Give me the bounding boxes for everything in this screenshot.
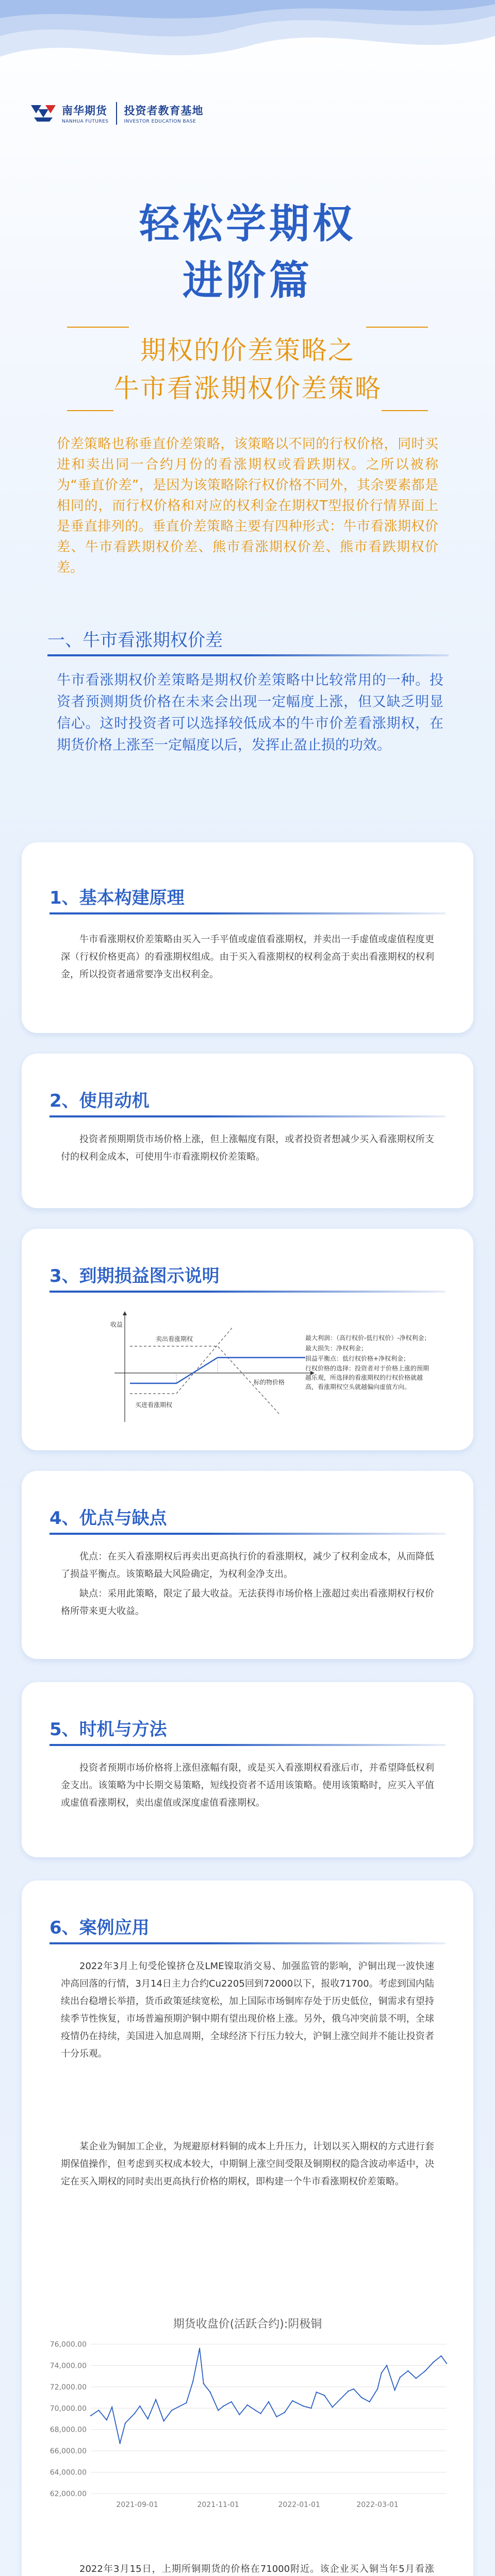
- chart-x-tick-label: 2021-11-01: [197, 2501, 239, 2509]
- chart-data-point: [199, 2348, 200, 2349]
- card-title-underline: [50, 1115, 446, 1117]
- chart-data-point: [276, 2416, 277, 2417]
- subtitle-line-bottom-left: [67, 410, 113, 411]
- chart-y-tick-label: 76,000.00: [50, 2341, 87, 2349]
- chart-data-point: [111, 2406, 112, 2408]
- card-title: 6、案例应用: [50, 1918, 150, 1938]
- card-title-underline: [50, 912, 446, 914]
- chart-data-point: [316, 2392, 317, 2393]
- chart-data-point: [446, 2363, 447, 2364]
- strike-choice-note: 行权价格的选择：投资者对于价格上涨的预期越乐观，所选择的看涨期权的行权价格就越高，看涨期权空头就越偏向虚值方向。: [305, 1365, 430, 1391]
- logo-name-cn: 南华期货: [62, 105, 107, 117]
- card-payoff-diagram: [22, 1229, 473, 1450]
- chart-data-point: [163, 2420, 164, 2421]
- chart-data-point: [231, 2401, 232, 2402]
- edu-base-name-en: INVESTOR EDUCATION BASE: [124, 119, 196, 124]
- logo-name-en: NANHUA FUTURES: [62, 119, 109, 124]
- chart-data-point: [369, 2401, 370, 2402]
- card-title: 2、使用动机: [50, 1091, 150, 1111]
- chart-data-point: [203, 2383, 204, 2384]
- chart-data-point: [394, 2389, 395, 2391]
- main-title-line1: 轻松学期权: [139, 201, 356, 247]
- chart-gridlines: [91, 2344, 447, 2494]
- max-profit-text: 最大利润：（高行权价-低行权价）-净权利金；: [305, 1334, 431, 1342]
- case-paragraph-2: 某企业为铜加工企业，为规避原材料铜的成本上升压力，计划以买入期权的方式进行套期保值操作，但考虑到买权成本较大，中期铜上涨空间受限及铜期权的隐含波动率适中，决定在买入期权的同时卖出更高执行价格的期权，即构建一个牛市看涨期权价差策略。: [61, 2141, 434, 2187]
- strike-choice-note-wrap: [305, 1364, 434, 1395]
- chart-data-point: [353, 2388, 354, 2389]
- subtitle-line-bottom-right: [382, 410, 428, 411]
- chart-data-point: [303, 2405, 304, 2406]
- chart-data-point: [332, 2406, 333, 2408]
- chart-y-tick-labels: [50, 2341, 87, 2498]
- chart-data-point: [433, 2362, 434, 2363]
- case-paragraph-1: 2022年3月上旬受伦镍挤仓及LME镍取消交易、加强监管的影响，沪铜出现一波快速冲高回落的行情，3月14日主力合约Cu2205回到72000以下，报收71700。考虑到国内陆续出台稳增长举措，货币政策延续宽松，加上国际市场铜库存处于历史低位，铜需求有望持续季节性恢复，市场普遍预期沪铜中期有望出现价格上涨。另外，俄乌冲突前景不明，全球疫情仍在持续，美国进入加息周期，全球经济下行压力较大，沪铜上涨空间并不能让投资者十分乐观。: [61, 1961, 434, 2059]
- chart-data-point: [348, 2391, 349, 2392]
- card-text: 投资者预期期货市场价格上涨，但上涨幅度有限，或者投资者想减少买入看涨期权所支付的权利金成本，可使用牛市看涨期权价差策略。: [61, 1134, 434, 1162]
- chart-x-tick-label: 2022-03-01: [356, 2501, 399, 2509]
- chart-y-tick-label: 74,000.00: [50, 2362, 87, 2370]
- chart-data-point: [119, 2443, 120, 2444]
- chart-y-tick-label: 62,000.00: [50, 2490, 87, 2498]
- pros-text: 优点：在买入看涨期权后再卖出更高执行价的看涨期权，减少了权利金成本，从而降低了损益平衡点。该策略最大风险确定，为权利金净支出。: [61, 1551, 434, 1580]
- breakeven-text: 损益平衡点：低行权价格+净权利金；: [305, 1355, 410, 1362]
- chart-data-point: [284, 2412, 285, 2413]
- card-title-underline: [50, 1942, 446, 1944]
- y-axis-label: 收益: [110, 1321, 123, 1328]
- max-loss-text: 最大损失：净权利金；: [305, 1345, 368, 1352]
- card-title-underline: [50, 1533, 446, 1535]
- cons-text: 缺点：采用此策略，限定了最大收益。无法获得市场价格上涨超过卖出看涨期权行权价格所带来更大收益。: [61, 1588, 434, 1617]
- chart-data-point: [386, 2365, 387, 2366]
- chart-y-tick-label: 66,000.00: [50, 2447, 87, 2456]
- chart-y-tick-label: 70,000.00: [50, 2404, 87, 2413]
- chart-data-point: [90, 2415, 91, 2416]
- section-heading-underline: [47, 654, 449, 656]
- edu-base-name-cn: 投资者教育基地: [124, 105, 204, 117]
- chart-data-point: [125, 2422, 126, 2424]
- chart-data-point: [292, 2400, 293, 2401]
- chart-y-tick-label: 64,000.00: [50, 2468, 87, 2477]
- chart-data-point: [407, 2370, 408, 2371]
- logo-divider: [116, 102, 117, 125]
- chart-data-point: [134, 2413, 135, 2414]
- subtitle-line2: 牛市看涨期权价差策略: [113, 374, 382, 403]
- chart-data-point: [239, 2414, 240, 2415]
- chart-data-point: [98, 2410, 99, 2411]
- case-paragraph-3: 2022年3月15日，上期所铜期货的价格在71000附近。该企业买入铜当年5月看涨: [79, 2564, 434, 2574]
- header-wave-decoration: [0, 0, 495, 113]
- chart-series-line: [91, 2348, 447, 2443]
- brand-logo: [29, 101, 204, 126]
- section-paragraph: 牛市看涨期权价差策略是期权价差策略中比较常用的一种。投资者预测期货价格在未来会出现一定幅度上涨，但又缺乏明显信心。这时投资者可以选择较低成本的牛市价差看涨期权，在期货价格上涨至一定幅度以后，发挥止盈止损的功效。: [57, 672, 443, 753]
- card-timing-method: [22, 1682, 473, 1857]
- buy-call-label: 买进看涨期权: [135, 1401, 173, 1409]
- card-title-underline: [50, 1291, 446, 1293]
- subtitle-block: [67, 327, 428, 411]
- card-title: 4、优点与缺点: [50, 1508, 167, 1529]
- intro-paragraph: 价差策略也称垂直价差策略，该策略以不同的行权价格，同时买进和卖出同一合约月份的看涨期权或看跌期权。之所以被称为“垂直价差”，是因为该策略除行权价格不同外，其余要素都是相同的，而行权价格和对应的权利金在期权T型报价行情界面上是垂直排列的。垂直价差策略主要有四种形式：牛市看涨期权价差、牛市看跌期权价差、熊市看涨期权价差、熊市看跌期权价差。: [57, 436, 438, 575]
- chart-data-point: [155, 2399, 156, 2400]
- chart-title: 期货收盘价(活跃合约):阴极铜: [173, 2318, 322, 2331]
- chart-data-point: [171, 2410, 172, 2411]
- section-heading: 一、牛市看涨期权价差: [47, 630, 223, 651]
- chart-x-tick-labels: [116, 2501, 398, 2509]
- card-text: 牛市看涨期权价差策略由买入一手平值或虚值看涨期权，并卖出一手虚值或虚值程度更深（行权价格更高）的看涨期权组成。由于买入看涨期权的权利金高于卖出看涨期权的权利金，所以投资者通常要净支出权利金。: [61, 934, 434, 980]
- chart-data-point: [324, 2395, 325, 2396]
- card-title-underline: [50, 1744, 446, 1746]
- copper-price-chart: [34, 2313, 461, 2519]
- chart-data-point: [400, 2377, 401, 2378]
- chart-data-point: [255, 2410, 256, 2411]
- chart-data-point: [147, 2418, 148, 2419]
- subtitle-line-top-left: [67, 327, 129, 328]
- x-axis-label: 标的物价格: [254, 1379, 285, 1386]
- card-text: 投资者预期市场价格将上涨但涨幅有限，或是买入看涨期权看涨后市，并希望降低权利金支出。该策略为中长期交易策略，短线投资者不适用该策略。使用该策略时，应买入平值或虚值看涨期权，卖出虚值或深度虚值看涨期权。: [61, 1762, 434, 1808]
- chart-data-point: [425, 2370, 426, 2371]
- chart-data-point: [381, 2372, 382, 2374]
- chart-y-tick-label: 68,000.00: [50, 2426, 87, 2434]
- y-axis-arrow: [123, 1311, 127, 1315]
- card-title: 1、基本构建原理: [50, 888, 185, 908]
- chart-data-point: [192, 2381, 193, 2382]
- chart-data-point: [247, 2404, 248, 2405]
- card-motivation: [22, 1054, 473, 1208]
- card-title: 5、时机与方法: [50, 1719, 167, 1740]
- chart-data-point: [218, 2410, 219, 2411]
- main-title-line2: 进阶篇: [182, 258, 312, 304]
- card-basic-principle: [22, 842, 473, 1033]
- chart-data-point: [377, 2388, 378, 2389]
- chart-data-point: [223, 2405, 224, 2406]
- subtitle-line-top-right: [366, 327, 428, 328]
- chart-data-point: [106, 2419, 107, 2420]
- chart-data-point: [416, 2378, 417, 2379]
- chart-data-point: [186, 2402, 187, 2403]
- chart-data-point: [268, 2401, 269, 2402]
- chart-data-point: [441, 2355, 442, 2357]
- chart-x-tick-label: 2021-09-01: [116, 2501, 158, 2509]
- payoff-diagram: [99, 1306, 439, 1430]
- chart-x-tick-label: 2022-01-01: [278, 2501, 320, 2509]
- chart-data-point: [310, 2408, 311, 2409]
- subtitle-line1: 期权的价差策略之: [140, 335, 355, 365]
- sell-call-label: 卖出看涨期权: [156, 1335, 193, 1343]
- card-pros-cons: [22, 1471, 473, 1659]
- chart-data-point: [139, 2405, 140, 2406]
- chart-data-point: [260, 2413, 261, 2414]
- chart-data-point: [361, 2397, 362, 2398]
- chart-data-point: [210, 2392, 211, 2393]
- card-title: 3、到期损益图示说明: [50, 1266, 220, 1286]
- nanhua-logo-icon: [29, 101, 58, 126]
- chart-y-tick-label: 72,000.00: [50, 2383, 87, 2392]
